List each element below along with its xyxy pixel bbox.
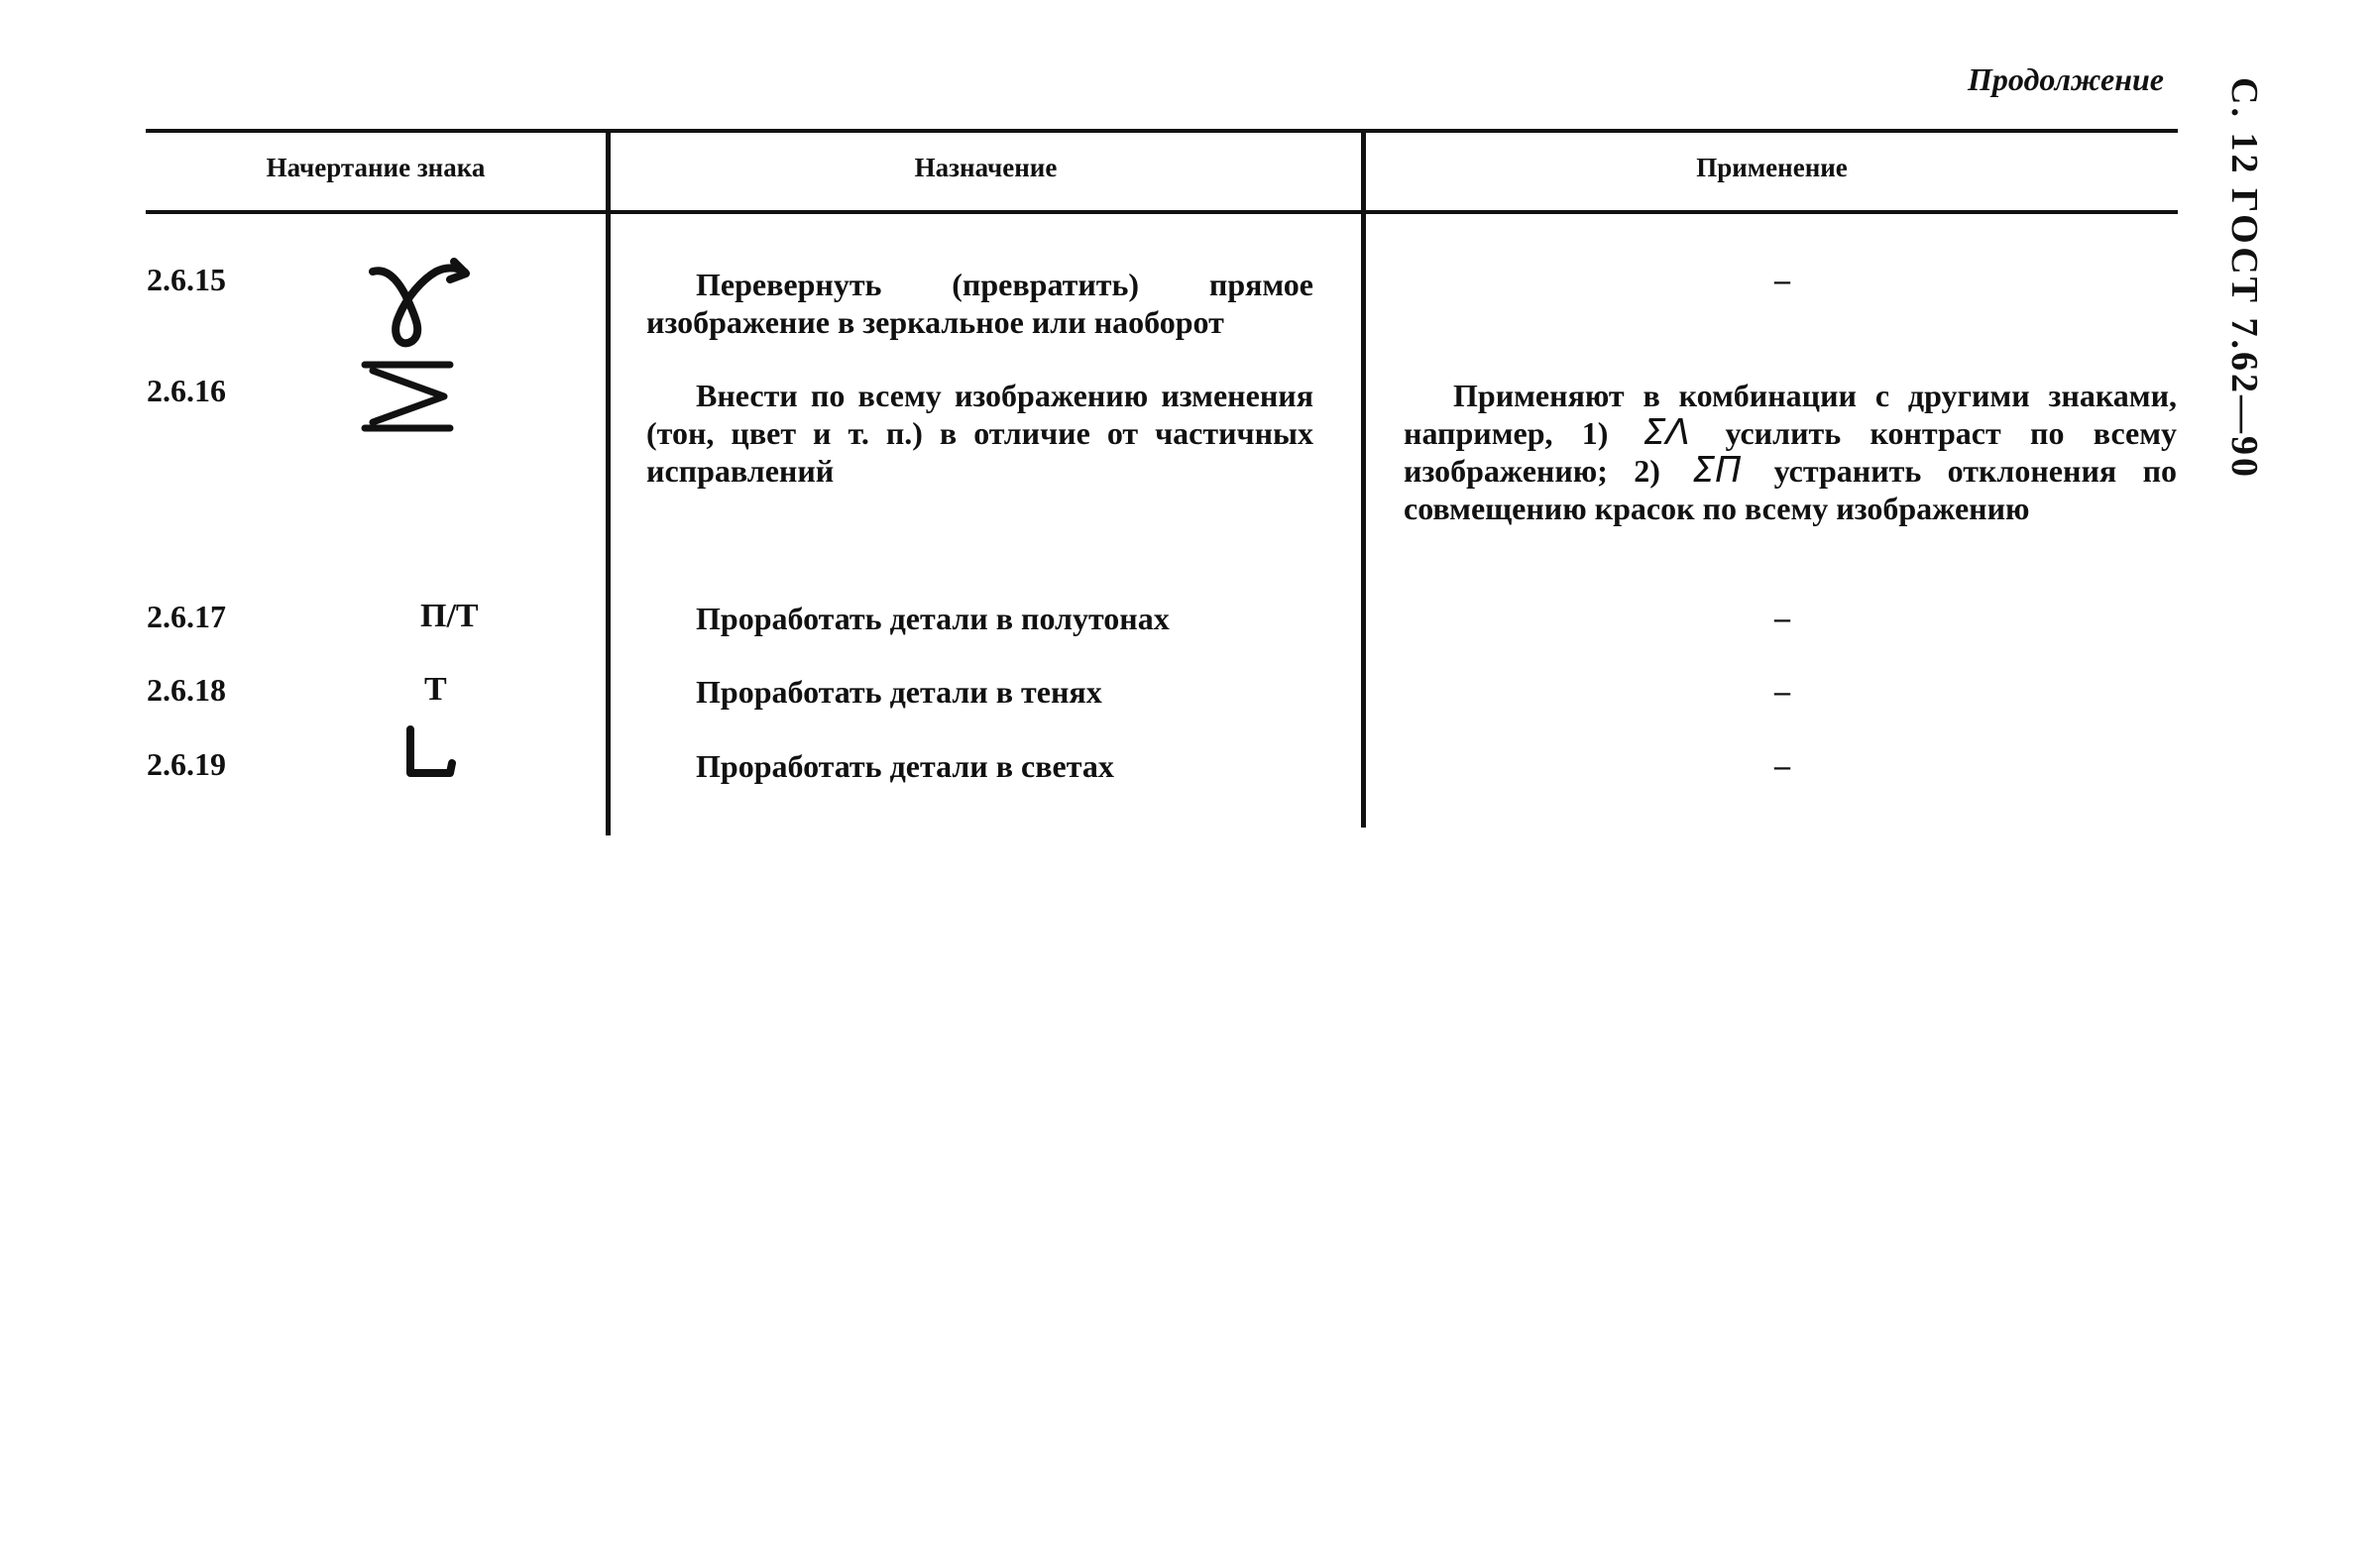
row-purpose [646,747,1313,785]
row-application: – [1774,600,1790,635]
sigma-pi-mark: ΣΠ [1692,450,1743,491]
column-divider-2 [1361,131,1366,828]
purpose-text: Внести по всему изображению изменения (тон, цвет и т. п.) в отличие от частичных исправлений [646,378,1313,489]
row-number: 2.6.15 [147,262,226,297]
row-purpose [646,266,1313,341]
row-application: – [1774,747,1790,783]
row-application: – [1774,262,1790,297]
row-sign: П/Т [420,598,479,634]
application-part-2: усилить контраст по всему изображению; 2) [1404,415,2178,489]
row-purpose [646,377,1313,490]
row-application: – [1774,673,1790,709]
column-header-purpose: Назначение [914,153,1058,182]
application-part-3: устранить отклонения по совмещению красок по всему изображению [1404,453,2178,526]
mirror-loop-icon [365,250,474,349]
row-number: 2.6.19 [147,746,226,782]
purpose-text: Проработать детали в тенях [696,674,1102,710]
purpose-text: Проработать детали в светах [696,748,1114,784]
row-purpose [646,600,1313,637]
row-number: 2.6.17 [147,599,226,634]
column-header-application: Применение [1696,153,1848,182]
row-number: 2.6.16 [147,373,226,408]
application-part-1: Применяют в комбинации с другими знаками, например, 1) [1404,378,2177,451]
table-header-rule [146,210,2178,214]
table-top-rule [146,129,2178,133]
purpose-text: Перевернуть (превратить) прямое изображение в зеркальное или наоборот [646,267,1313,340]
corner-bracket-icon [400,723,462,785]
purpose-text: Проработать детали в полутонах [696,601,1170,636]
sigma-lambda-mark: ΣΛ [1643,412,1691,453]
page-reference: С. 12 ГОСТ 7.62—90 [2223,77,2265,480]
column-header-sign: Начертание знака [266,153,486,182]
application-text [1404,377,2177,527]
row-application [1404,377,2177,527]
row-number: 2.6.18 [147,672,226,708]
sigma-icon [359,361,458,432]
column-divider-1 [606,131,611,835]
row-purpose [646,673,1313,711]
row-sign: Т [424,671,447,708]
continuation-label: Продолжение [1968,61,2164,97]
